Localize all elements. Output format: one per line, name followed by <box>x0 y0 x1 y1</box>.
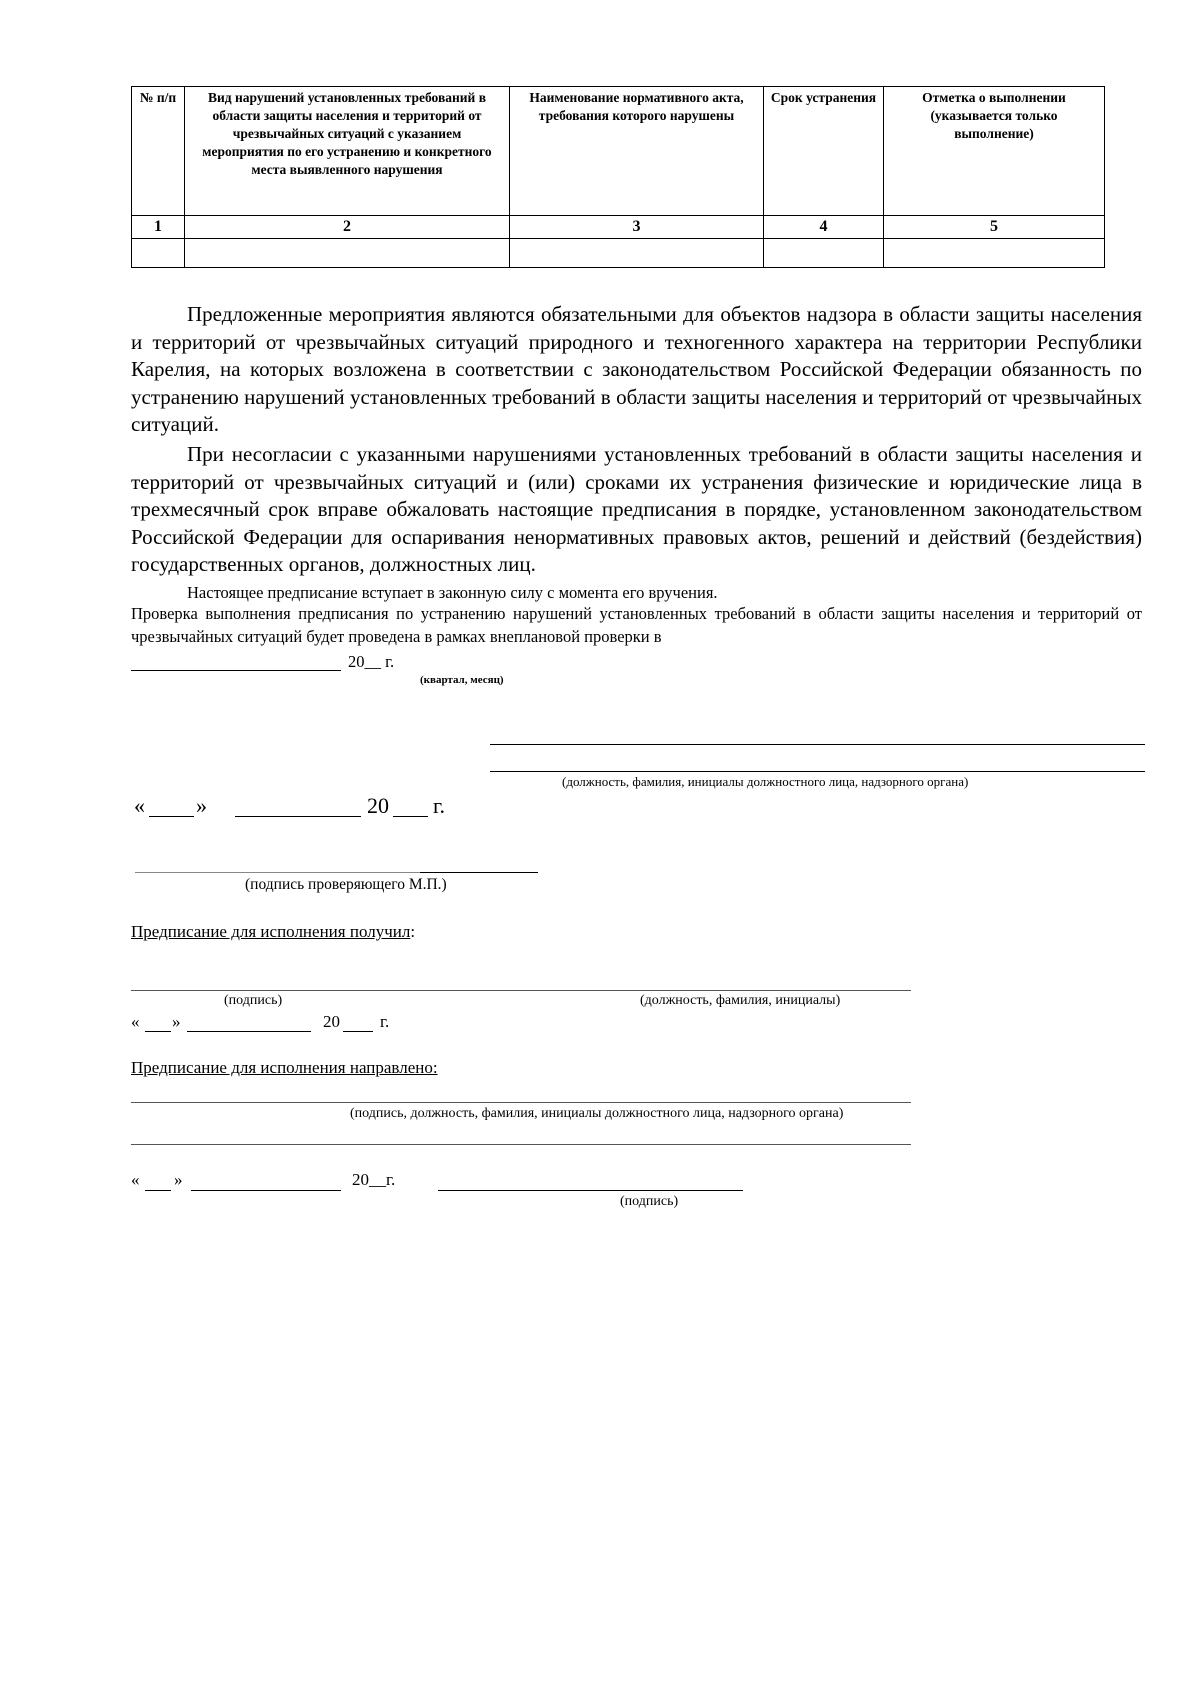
received-date-open: « <box>131 1012 140 1031</box>
col-header-completion-mark: Отметка о выполнении (указывается только выполнение) <box>884 87 1105 216</box>
col-number-1: 1 <box>132 216 185 239</box>
inspector-signature-line <box>420 872 538 873</box>
col-number-3: 3 <box>510 216 764 239</box>
sent-year: 20__г. <box>352 1170 396 1189</box>
violations-table <box>131 86 1105 268</box>
received-day-line <box>145 1031 171 1032</box>
sent-signature-caption: (подпись) <box>620 1194 679 1209</box>
date1-suffix: г. <box>433 793 446 818</box>
table-cell <box>185 239 510 268</box>
col-number-5: 5 <box>884 216 1105 239</box>
col-number-4: 4 <box>764 216 884 239</box>
official-line-1 <box>490 744 1145 745</box>
col-header-violation: Вид нарушений установленных требований в области защиты населения и территорий от чрезвычайных ситуаций с указанием мероприятия по его устранению и конкретного места выявленного нарушения <box>185 87 510 216</box>
official-line-2 <box>490 771 1145 772</box>
col-header-deadline: Срок устранения <box>764 87 884 216</box>
table-header-row <box>132 87 1105 216</box>
sent-day-line <box>145 1190 171 1191</box>
date1-year-line <box>393 816 428 817</box>
col-header-number: № п/п <box>132 87 185 216</box>
col-header-normative-act: Наименование нормативного акта, требования которого нарушены <box>510 87 764 216</box>
date1-year: 20 <box>367 793 389 818</box>
date1-open-quote: « <box>134 793 145 818</box>
official-caption: (должность, фамилия, инициалы должностного лица, надзорного органа) <box>562 774 969 789</box>
table-cell <box>884 239 1105 268</box>
received-date-close: » <box>172 1012 181 1031</box>
date1-month-line <box>235 816 361 817</box>
received-signature-line <box>131 990 911 991</box>
paragraph-appeal: При несогласии с указанными нарушениями установленных требований в области защиты населения и территорий от чрезвычайных ситуаций и (или) сроками их устранения физические и юридические лица в трехмесячный срок вправе обжаловать настоящие предписания в порядке, установленном законодательством Российской Федерации для оспаривания ненормативных правовых актов, решений и действий (бездействия) государственных органов, должностных лиц. <box>131 442 1142 576</box>
paragraph-mandatory-measures: Предложенные мероприятия являются обязательными для объектов надзора в области защиты населения и территорий от чрезвычайных ситуаций природного и техногенного характера на территории Республики Карелия, на которых возложена в соответствии с законодательством Российской Федерации обязанность по устранению нарушений установленных требований в области защиты населения и территорий от чрезвычайных ситуаций. <box>131 302 1142 436</box>
quarter-month-line <box>131 670 341 671</box>
sent-official-caption: (подпись, должность, фамилия, инициалы должностного лица, надзорного органа) <box>350 1106 844 1121</box>
col-number-2: 2 <box>185 216 510 239</box>
inspector-signature-line-gray <box>135 872 420 873</box>
table-row <box>132 239 1105 268</box>
date1-close-quote: » <box>196 793 207 818</box>
sent-date-close: » <box>174 1170 183 1189</box>
paragraph-inspection: Проверка выполнения предписания по устранению нарушений установленных требований в области защиты населения и территорий от чрезвычайных ситуаций будет проведена в рамках внеплановой проверки в <box>131 604 1142 646</box>
paragraph-effective: Настоящее предписание вступает в законную силу с момента его вручения. <box>187 583 718 602</box>
date1-day-line <box>149 816 194 817</box>
sent-extra-line <box>131 1144 911 1145</box>
received-suffix: г. <box>380 1012 390 1031</box>
received-title-colon: : <box>410 922 416 941</box>
received-month-line <box>187 1031 311 1032</box>
table-cell <box>132 239 185 268</box>
received-year-line <box>343 1031 373 1032</box>
sent-title: Предписание для исполнения направлено: <box>131 1058 438 1077</box>
inspector-signature-caption: (подпись проверяющего М.П.) <box>245 876 447 893</box>
quarter-year: 20__ г. <box>348 652 395 671</box>
received-position-caption: (должность, фамилия, инициалы) <box>640 993 841 1008</box>
table-row <box>132 216 1105 239</box>
table-cell <box>764 239 884 268</box>
received-title: Предписание для исполнения получил <box>131 922 411 941</box>
table-cell <box>510 239 764 268</box>
received-title-row <box>131 922 415 942</box>
sent-signature-line <box>438 1190 743 1191</box>
received-signature-caption: (подпись) <box>224 993 283 1008</box>
received-year: 20 <box>323 1012 340 1031</box>
sent-date-open: « <box>131 1170 140 1189</box>
sent-month-line <box>191 1190 341 1191</box>
sent-official-line <box>131 1102 911 1103</box>
quarter-month-caption: (квартал, месяц) <box>420 674 504 686</box>
